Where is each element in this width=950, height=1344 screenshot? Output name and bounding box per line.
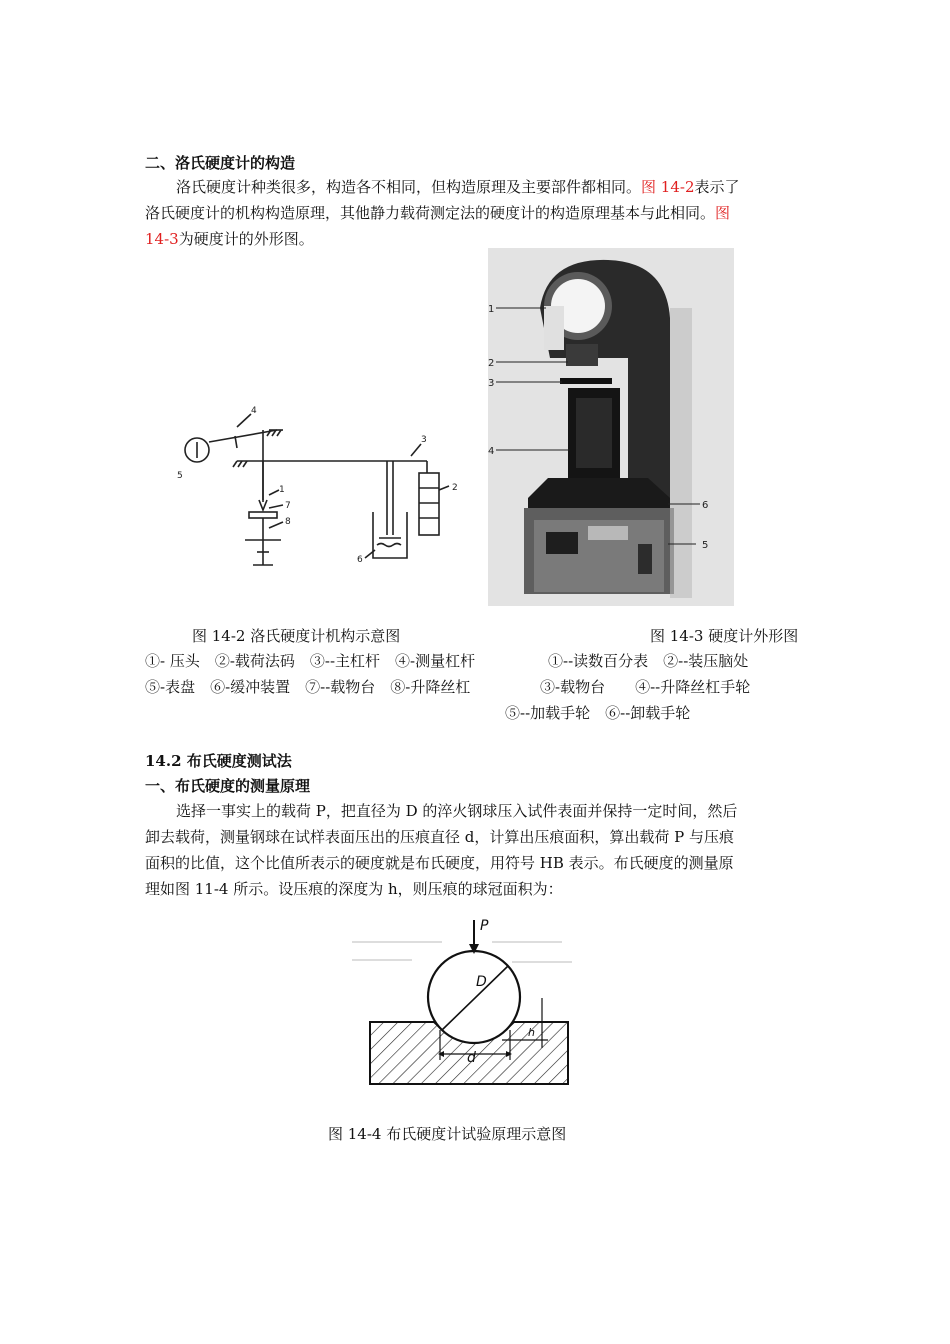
photo-label-4: 4 xyxy=(488,446,495,457)
label-3: 3 xyxy=(421,435,427,445)
measuring-lever xyxy=(209,430,277,442)
label-6: 6 xyxy=(357,555,363,565)
legend-line: ①--读数百分表 ②--装压脑处 xyxy=(548,652,749,670)
label-4: 4 xyxy=(251,406,257,416)
paragraph-line: 14-3为硬度计的外形图。 xyxy=(145,230,314,248)
legend-line: ⑤--加载手轮 ⑥--卸载手轮 xyxy=(505,704,691,722)
figure-caption: 图 14-2 洛氏硬度计机构示意图 xyxy=(192,627,401,645)
photo-label-2: 2 xyxy=(488,358,495,369)
figure-link[interactable]: 14-3 xyxy=(145,230,179,248)
photo-label-5: 5 xyxy=(702,540,709,551)
section-heading: 14.2 布氏硬度测试法 xyxy=(145,752,292,770)
photo-label-1: 1 xyxy=(488,304,495,315)
damper-cylinder xyxy=(373,512,407,558)
label-1: 1 xyxy=(279,485,285,495)
label-7: 7 xyxy=(285,501,291,511)
legend-line: ①- 压头 ②-载荷法码 ③--主杠杆 ④-测量杠杆 xyxy=(145,652,476,670)
diameter-label-D: D xyxy=(476,974,487,990)
figure-link[interactable]: 图 14-2 xyxy=(641,178,695,196)
paragraph-line: 洛氏硬度计种类很多，构造各不相同，但构造原理及主要部件都相同。图 14-2表示了 xyxy=(176,178,740,196)
paragraph-line: 理如图 11-4 所示。设压痕的深度为 h，则压痕的球冠面积为： xyxy=(145,880,563,898)
section-heading: 二、洛氏硬度计的构造 xyxy=(145,154,296,172)
paragraph-line: 选择一事实上的载荷 P，把直径为 D 的淬火钢球压入试件表面并保持一定时间，然后 xyxy=(176,802,738,820)
hardness-tester-photo xyxy=(488,248,734,606)
figure-caption: 图 14-3 硬度计外形图 xyxy=(650,627,799,645)
figure-caption: 图 14-4 布氏硬度计试验原理示意图 xyxy=(328,1125,567,1143)
paragraph-line: 卸去载荷，测量钢球在试样表面压出的压痕直径 d，计算出压痕面积，算出载荷 P 与压痕 xyxy=(145,828,735,846)
rockwell-mechanism-diagram xyxy=(165,400,475,580)
photo-label-6: 6 xyxy=(702,500,709,511)
paragraph-line: 面积的比值，这个比值所表示的硬度就是布氏硬度，用符号 HB 表示。布氏硬度的测量原 xyxy=(145,854,734,872)
depth-label-h: h xyxy=(528,1026,535,1039)
load-label-P: P xyxy=(480,918,489,934)
indent-label-d: d xyxy=(467,1050,476,1066)
label-2: 2 xyxy=(452,483,458,493)
photo-label-3: 3 xyxy=(488,378,495,389)
label-5: 5 xyxy=(177,471,183,481)
load-weights xyxy=(419,473,439,535)
brinell-principle-diagram xyxy=(352,912,588,1102)
paragraph-line: 洛氏硬度计的机构构造原理，其他静力载荷测定法的硬度计的构造原理基本与此相同。图 xyxy=(145,204,731,222)
legend-line: ③-载物台 ④--升降丝杠手轮 xyxy=(540,678,751,696)
subsection-heading: 一、布氏硬度的测量原理 xyxy=(145,777,311,795)
label-8: 8 xyxy=(285,517,291,527)
figure-link[interactable]: 图 xyxy=(715,204,731,222)
legend-line: ⑤-表盘 ⑥-缓冲装置 ⑦--载物台 ⑧-升降丝杠 xyxy=(145,678,471,696)
sample-table xyxy=(249,512,277,518)
